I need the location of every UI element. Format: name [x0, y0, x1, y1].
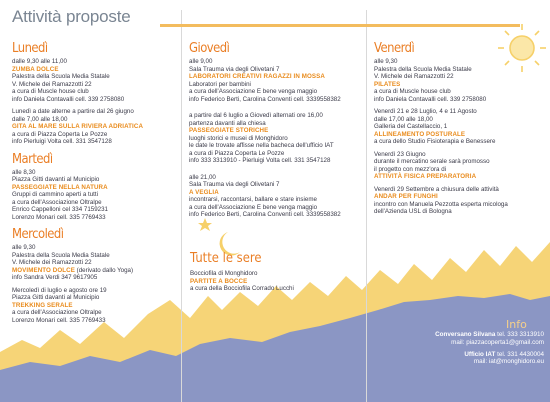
activity-entry [189, 58, 359, 103]
entry-time: dalle 9,30 alle 11,00 [12, 58, 67, 65]
entry-text: incontro con Manuela Pezzotta esperta micologa [374, 200, 508, 208]
entry-text: durante il mercatino serale sarà promosso [374, 158, 490, 165]
entry-time: dalle 7,00 alle 18,00 [12, 115, 68, 123]
entry-text: Venerdì 23 Giugno [374, 150, 426, 158]
activity-entry [12, 58, 174, 103]
entry-contact: info 333 3313910 - Pierluigi Volta cell. 331 3547128 [189, 157, 331, 164]
entry-place: Galleria del Castellaccio, 1 [374, 123, 448, 130]
entry-time: alle 21,00 [189, 173, 216, 181]
activity-entry [190, 270, 294, 293]
activity-entry [189, 112, 359, 165]
entry-organizer: a cura dell'Associazione E bene venga maggio [189, 88, 318, 95]
contact-phone: tel. 333 3313910 [495, 331, 544, 338]
activity-name: ANDAR PER FUNGHI [374, 193, 438, 200]
activity-entry [12, 287, 174, 325]
entry-text: Lunedì a date alterne a partire dal 26 giugno [12, 108, 134, 115]
contact-name: Conversano Silvana [435, 331, 496, 338]
contact-email[interactable]: mail: piazzacoperta1@gmail.com [451, 338, 544, 346]
entry-place: Sala Trauma via degli Olivetani 7 [189, 65, 280, 73]
entry-text: partenza davanti alla chiesa [189, 119, 266, 127]
title-underline [160, 24, 520, 27]
entry-address: V. Michele dei Ramazzotti 22 [12, 259, 92, 266]
entry-place: Piazza Gitti davanti al Municipio [12, 176, 100, 183]
contact-iat [374, 351, 544, 367]
entry-contact: Lorenzo Monari cell. 335 7769433 [12, 213, 106, 221]
activity-entry [12, 244, 174, 282]
entry-organizer: a cura dello Studio Fisioterapia e Benessere [374, 138, 496, 145]
entry-place: Piazza Gitti davanti al Municipio [12, 294, 100, 301]
entry-text: Venerdì 29 Settembre a chiusura delle attività [374, 185, 499, 193]
entry-time: dalle 17,00 alle 18,00 [374, 115, 433, 123]
activity-name: A VEGLIA [189, 188, 219, 196]
activity-entry [374, 186, 544, 216]
activity-line [12, 267, 174, 275]
entry-time: alle 8,30 [12, 168, 36, 176]
entry-text: a partire dal 6 luglio a Giovedì alternati ore 16,00 [189, 112, 323, 119]
entry-organizer: a cura di Piazza Coperta Le Pozze [189, 149, 285, 157]
entry-organizer: a cura di Muscle house club [12, 88, 89, 95]
entry-organizer: a cura dell'Associazione E bene venga maggio [189, 203, 318, 211]
section-heading-tutte-le-sere: Tutte le sere [190, 250, 262, 266]
entry-contact: info Federico Berti, Carolina Conventi cell. 3339558382 [189, 95, 341, 103]
column-left [12, 40, 174, 329]
entry-text: il progetto con mezz'ora di [374, 165, 447, 173]
entry-text: Laboratori per bambini [189, 80, 251, 88]
entry-contact: info Sandra Verdi 347 9617905 [12, 274, 98, 281]
activity-entry [12, 169, 174, 222]
activity-name: PASSEGGIATE STORICHE [189, 127, 269, 134]
info-heading: Info [506, 318, 527, 331]
activity-name: ATTIVITÀ FISICA PREPARATORIA [374, 173, 477, 180]
entry-organizer: a cura dell'Associazione Oltralpe [12, 198, 102, 206]
entry-address: V. Michele dei Ramazzotti 22 [12, 80, 92, 88]
activity-note: (derivato dallo Yoga) [74, 266, 134, 274]
entry-address: V. Michele dei Ramazzotti 22 [374, 73, 454, 80]
activity-name: PILATES [374, 80, 401, 88]
activity-entry [189, 174, 359, 219]
entry-place: Sala Trauma via degli Olivetani 7 [189, 181, 280, 188]
day-heading-martedi: Martedì [12, 150, 53, 167]
contact-name: Ufficio IAT [464, 350, 496, 358]
contact-conversano [374, 331, 544, 347]
entry-text: luoghi storici e musei di Monghidoro [189, 134, 288, 142]
entry-place: Palestra della Scuola Media Statale [374, 65, 472, 73]
entry-time: alle 9,30 [374, 58, 398, 65]
fold-line-left [181, 10, 182, 402]
entry-organizer: a cura dell'Associazione Oltralpe [12, 309, 102, 316]
page-title: Attività proposte [12, 7, 131, 26]
entry-time: alle 9,00 [189, 58, 213, 65]
activity-name: GITA AL MARE SULLA RIVIERA ADRIATICA [12, 123, 144, 130]
entry-contact: info Daniela Contavalli cell. 339 2758080 [374, 95, 487, 103]
entry-contact: Lorenzo Monari cell. 335 7769433 [12, 316, 106, 324]
entry-organizer: a cura di Muscle house club [374, 88, 451, 95]
entry-place: Bocciofila di Monghidoro [190, 270, 258, 277]
fold-line-right [366, 10, 367, 402]
activity-entry [374, 58, 544, 103]
entry-text: Venerdì 21 e 28 Luglio, 4 e 11 Agosto [374, 108, 477, 115]
entry-place: Palestra della Scuola Media Statale [12, 251, 110, 259]
entry-contact: Enrico Cappelloni cel 334 7159231 [12, 206, 108, 213]
day-heading-lunedi: Lunedì [12, 40, 48, 56]
entry-text: Gruppi di cammino aperti a tutti [12, 191, 98, 198]
entry-contact: info Pierluigi Volta cell. 331 3547128 [12, 138, 112, 145]
entry-text: incontrarsi, raccontarsi, ballare e stare insieme [189, 196, 317, 203]
activity-name: LABORATORI CREATIVI RAGAZZI IN MOSSA [189, 73, 325, 80]
day-heading-giovedi: Giovedì [189, 40, 230, 56]
entry-organizer: a cura della Bocciofila Corrado Lucchi [190, 285, 294, 292]
column-right [374, 40, 544, 221]
entry-time: alle 9,30 [12, 244, 36, 251]
activity-entry [12, 108, 174, 146]
contact-block [374, 331, 544, 370]
activity-entry [374, 151, 544, 181]
entry-contact: info Daniela Contavalli cell. 339 2758080 [12, 95, 125, 103]
entry-text: Mercoledì di luglio e agosto ore 19 [12, 286, 107, 294]
activity-entry [374, 108, 544, 146]
activity-name: MOVIMENTO DOLCE [12, 266, 75, 274]
contact-email[interactable]: mail: iat@monghidoro.eu [473, 358, 544, 366]
entry-text: dell'Azienda USL di Bologna [374, 208, 452, 215]
day-heading-mercoledi: Mercoledì [12, 226, 64, 242]
contact-phone: tel. 331 4430004 [495, 350, 544, 358]
column-middle [189, 40, 359, 224]
entry-contact: info Federico Berti, Carolina Conventi cell. 3339558382 [189, 211, 341, 218]
activity-name: ZUMBA DOLCE [12, 65, 59, 73]
day-heading-venerdi: Venerdì [374, 40, 415, 56]
entry-organizer: a cura di Piazza Coperta Le Pozze [12, 130, 108, 138]
activity-name: PARTITE A BOCCE [190, 277, 248, 285]
activity-name: TREKKING SERALE [12, 301, 73, 309]
activity-name: PASSEGGIATE NELLA NATURA [12, 183, 108, 191]
activity-name: ALLINEAMENTO POSTURALE [374, 130, 466, 138]
entry-text: le date le trovate affisse nella bacheca dell'ufficio IAT [189, 142, 334, 149]
entry-place: Palestra della Scuola Media Statale [12, 73, 110, 80]
